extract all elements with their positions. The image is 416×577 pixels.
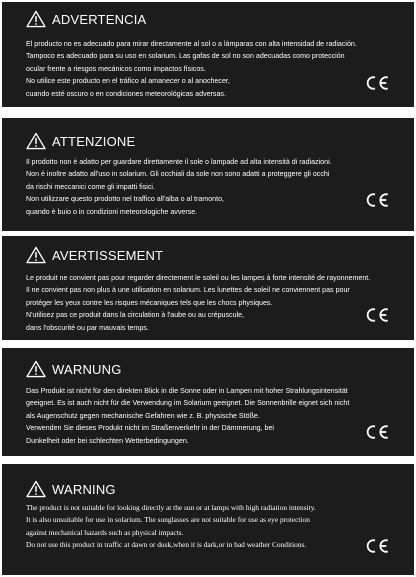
ce-mark-icon	[364, 538, 390, 554]
panel-header	[26, 360, 122, 378]
text-line: Non è inoltre adatto all'uso in solarium. Gli occhiali da sole non sono adatti a proteggere gli occhi	[26, 170, 330, 179]
text-line: geeignet. Es ist auch nicht für die Verwendung im Solarium geeignet. Die Sonnenbrille eignet sich nicht	[26, 399, 350, 408]
ce-mark-icon	[364, 424, 390, 440]
panel-header	[26, 246, 163, 264]
panel-header	[26, 480, 116, 498]
ce-mark-icon	[364, 307, 390, 323]
panel-text	[26, 272, 398, 334]
panel-text	[26, 38, 366, 100]
warning-panel-de	[2, 348, 414, 456]
warning-triangle-icon	[26, 132, 46, 150]
ce-mark-icon	[364, 75, 390, 91]
text-line: Il prodotto non è adatto per guardare direttamente il sole o lampade ad alta intensità di radiazioni.	[26, 158, 332, 166]
warning-triangle-icon	[26, 246, 46, 264]
text-line: quando è buio o in condizioni meteorologiche avverse.	[26, 207, 198, 216]
panel-title: AVERTISSEMENT	[52, 247, 164, 263]
text-line: Dunkelheit oder bei schlechten Wetterbedingungen.	[26, 436, 189, 445]
warning-triangle-icon	[26, 10, 46, 28]
ce-mark-icon	[364, 192, 390, 208]
text-line: It is also unsuitable for use in solarium. The sunglasses are not suitable for use as eye protection	[26, 515, 310, 525]
text-line: protéger les yeux contre les risques mécaniques tels que les chocs physiques.	[26, 298, 273, 307]
panel-title: ATTENZIONE	[52, 133, 136, 149]
panel-text	[26, 156, 366, 218]
panel-header	[26, 132, 135, 150]
panel-title: ADVERTENCIA	[52, 11, 147, 27]
warning-panel-en	[2, 464, 414, 575]
text-line: Do not use this product in traffic at dawn or dusk,when it is dark,or in bad weather Conditions.	[26, 540, 307, 550]
text-line: Verwenden Sie dieses Produkt nicht im Straßenverkehr in der Dämmerung, bei	[26, 424, 275, 433]
text-line: No utilice este producto en el tráfico al amanecer o al anochecer,	[26, 77, 230, 86]
text-line: dans l'obscurité ou par mauvais temps.	[26, 323, 149, 332]
warning-panel-fr	[2, 236, 414, 340]
text-line: Non utilizzare questo prodotto nel traffico all'alba o al tramonto,	[26, 195, 224, 204]
text-line: against mechanical hazards such as physical impacts.	[26, 527, 184, 537]
warning-panel-es	[2, 2, 414, 107]
text-line: cuando esté oscuro o en condiciones meteorológicas adversas.	[26, 89, 226, 98]
text-line: Il ne convient pas non plus à une utilisation en solarium. Les lunettes de soleil ne conviennent pas pour	[26, 286, 350, 295]
text-line: Le produit ne convient pas pour regarder directement le soleil ou les lampes à forte intensité de rayonnement.	[26, 274, 371, 282]
text-line: Das Produkt ist nicht für den direkten Blick in die Sonne oder in Lampen mit hoher Strahlungsintensität	[26, 387, 348, 395]
text-line: da rischi meccanici come gli impatti fisici.	[26, 182, 155, 191]
warning-panel-it	[2, 118, 414, 231]
warning-triangle-icon	[26, 480, 46, 498]
text-line: The product is not suitable for looking directly at the sun or at lamps with high radiation intensity.	[26, 503, 316, 512]
panel-text	[26, 385, 366, 447]
warning-triangle-icon	[26, 360, 46, 378]
text-line: El producto no es adecuado para mirar directamente al sol o a lámparas con alta intensidad de radiación.	[26, 40, 357, 48]
text-line: N'utilisez pas ce produit dans la circulation à l'aube ou au crépuscule,	[26, 311, 245, 320]
text-line: als Augenschutz gegen mechanische Gefahren wie z. B. physische Stöße.	[26, 411, 260, 420]
panel-header	[26, 10, 146, 28]
panel-title: WARNING	[52, 481, 116, 497]
panel-title: WARNUNG	[52, 361, 122, 377]
panel-text	[26, 502, 366, 552]
text-line: Tampoco es adecuado para su uso en solarium. Las gafas de sol no son adecuadas como protección	[26, 52, 345, 61]
text-line: ocular frente a riesgos mecánicos como impactos físicos.	[26, 64, 206, 73]
